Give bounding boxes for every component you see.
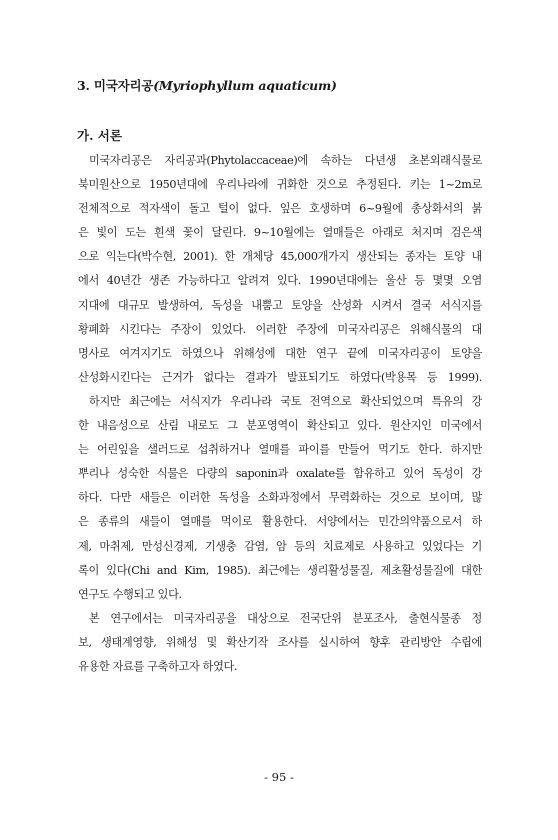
section-number: 3. — [77, 78, 90, 93]
paragraph-3-line-2: 보, 생태계영향, 위해성 및 확산기작 조사를 실시하여 향후 관리방안 수립에 — [78, 635, 482, 649]
paragraph-1-line-9: 명사로 여겨지기도 하였으나 위해성에 대한 연구 끝에 미국자리공이 토양을 — [78, 346, 482, 360]
paragraph-3-line-1: 본 연구에서는 미국자리공을 대상으로 전국단위 분포조사, 출현식물종 정 — [89, 611, 482, 625]
section-title-korean: 미국자리공 — [93, 78, 154, 93]
paragraph-2-line-3: 는 어린잎을 샐러드로 섭취하거나 열매를 파이를 만들어 먹기도 한다. 하지만 — [78, 443, 482, 457]
section-title-latin: (Myriophyllum aquaticum) — [153, 78, 337, 93]
paragraph-2-line-5: 하다. 다만 새들은 이러한 독성을 소화과정에서 무력화하는 것으로 보이며, 많 — [78, 491, 482, 505]
section-heading — [77, 76, 337, 94]
paragraph-2-line-7: 제, 마취제, 만성신경제, 기생충 감염, 암 등의 치료제로 사용하고 있었다는 기 — [78, 539, 482, 553]
paragraph-1-line-10: 산성화시킨다는 근거가 없다는 결과가 발표되기도 하였다(박용목 등 1999). — [78, 370, 482, 384]
paragraph-1-line-2: 북미원산으로 1950년대에 우리나라에 귀화한 것으로 추정된다. 키는 1~2m로 — [78, 178, 482, 192]
paragraph-2-line-8: 록이 있다(Chi and Kim, 1985). 최근에는 생리활성물질, 제초활성물질에 대한 — [78, 563, 482, 577]
page-number: - 95 - — [264, 770, 294, 784]
paragraph-2-line-6: 은 종류의 새들이 열매를 먹이로 활용한다. 서양에서는 민간의약품으로서 하 — [78, 515, 482, 529]
paragraph-1-line-6: 에서 40년간 생존 가능하다고 알려져 있다. 1990년대에는 울산 등 몇몇 오염 — [78, 274, 482, 288]
body-text — [78, 149, 482, 679]
paragraph-3-line-3: 유용한 자료를 구축하고자 하였다. — [78, 659, 238, 673]
paragraph-1-line-4: 은 빛이 도는 흰색 꽃이 달린다. 9~10월에는 열매들은 아래로 처지며 검은색 — [78, 226, 482, 240]
paragraph-1-line-1: 미국자리공은 자리공과(Phytolaccaceae)에 속하는 다년생 초본외래식물로 — [89, 154, 482, 167]
paragraph-1-line-3: 전체적으로 적자색이 돌고 털이 없다. 잎은 호생하며 6~9월에 총상화서의 붉 — [78, 202, 482, 216]
paragraph-2-line-2: 한 내음성으로 산림 내로도 그 분포영역이 확산되고 있다. 원산지인 미국에서 — [78, 419, 482, 433]
paragraph-1-line-8: 황폐화 시킨다는 주장이 있었다. 이러한 주장에 미국자리공은 위해식물의 대 — [78, 322, 482, 336]
subsection-heading: 가. 서론 — [77, 128, 122, 143]
paragraph-2-line-1: 하지만 최근에는 서식지가 우리나라 국토 전역으로 확산되었으며 특유의 강 — [89, 394, 482, 408]
paragraph-1-line-5: 으로 익는다(박수현, 2001). 한 개체당 45,000개가지 생산되는 종자는 토양 내 — [78, 250, 482, 264]
paragraph-2-line-9: 연구도 수행되고 있다. — [78, 587, 182, 601]
paragraph-2-line-4: 뿌리나 성숙한 식물은 다량의 saponin과 oxalate를 함유하고 있어 독성이 강 — [78, 467, 482, 481]
paragraph-1-line-7: 지대에 대규모 발생하여, 독성을 내뿜고 토양을 산성화 시켜서 결국 서식지를 — [78, 298, 482, 312]
